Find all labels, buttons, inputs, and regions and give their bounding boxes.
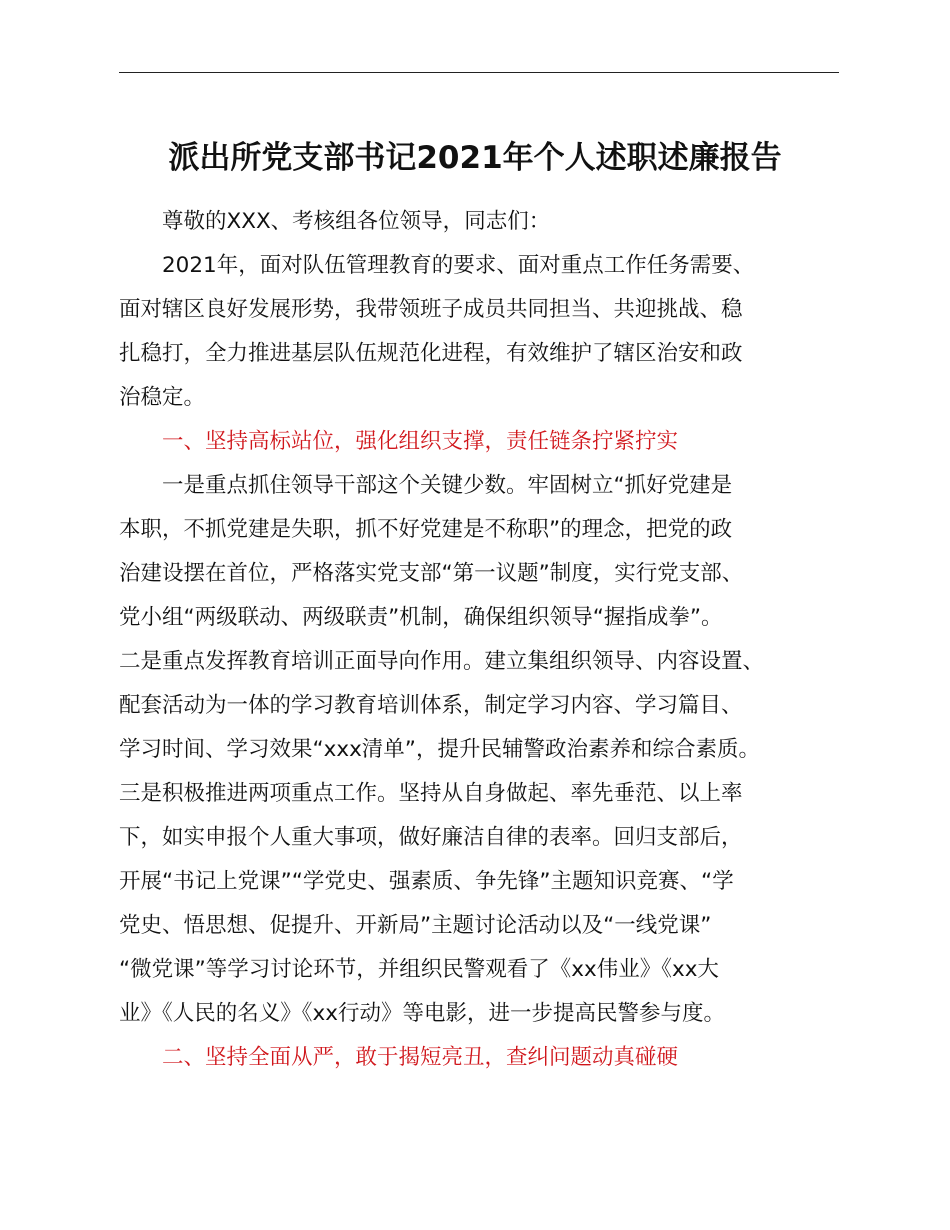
title-prefix: 派出所党支部书记 — [168, 140, 417, 176]
section-1-line: 本职，不抓党建是失职，抓不好党建是不称职”的理念，把党的政 — [119, 517, 733, 542]
document-body — [119, 200, 849, 1080]
section-1-line: 下，如实申报个人重大事项，做好廉洁自律的表率。回归支部后， — [119, 825, 743, 850]
section-heading-1: 一、坚持高标站位，强化组织支撑，责任链条拧紧拧实 — [162, 429, 679, 454]
header-rule — [119, 72, 839, 73]
title-year: 2021 — [416, 140, 503, 176]
intro-line: 面对辖区良好发展形势，我带领班子成员共同担当、共迎挑战、稳 — [119, 297, 743, 322]
title-suffix: 年个人述职述廉报告 — [502, 140, 782, 176]
section-1-line: 配套活动为一体的学习教育培训体系，制定学习内容、学习篇目、 — [119, 693, 743, 718]
section-heading-2: 二、坚持全面从严，敢于揭短亮丑，查纠问题动真碰硬 — [162, 1045, 679, 1070]
intro-line: 2021年，面对队伍管理教育的要求、面对重点工作任务需要、 — [162, 253, 755, 278]
section-1-line: 三是积极推进两项重点工作。坚持从自身做起、率先垂范、以上率 — [119, 781, 743, 806]
section-1-line: 党小组“两级联动、两级联责”机制，确保组织领导“握指成拳”。 — [119, 605, 723, 630]
intro-line: 治稳定。 — [119, 385, 206, 410]
section-1-line: “微党课”等学习讨论环节，并组织民警观看了《xx伟业》《xx大 — [119, 957, 719, 982]
section-1-line: 业》《人民的名义》《xx行动》等电影，进一步提高民警参与度。 — [119, 1001, 725, 1026]
salutation: 尊敬的XXX、考核组各位领导，同志们： — [162, 209, 551, 234]
section-1-line: 二是重点发挥教育培训正面导向作用。建立集组织领导、内容设置、 — [119, 649, 765, 674]
intro-line: 扎稳打，全力推进基层队伍规范化进程，有效维护了辖区治安和政 — [119, 341, 743, 366]
section-1-paragraph — [119, 464, 849, 1036]
section-1-line: 党史、悟思想、促提升、开新局”主题讨论活动以及“一线党课” — [119, 913, 712, 938]
document-title — [0, 132, 950, 184]
section-1-line: 开展“书记上党课”“学党史、强素质、争先锋”主题知识竞赛、“学 — [119, 869, 734, 894]
section-1-line: 一是重点抓住领导干部这个关键少数。牢固树立“抓好党建是 — [162, 473, 733, 498]
section-1-line: 治建设摆在首位，严格落实党支部“第一议题”制度，实行党支部、 — [119, 561, 744, 586]
intro-paragraph — [119, 244, 849, 420]
section-1-line: 学习时间、学习效果“xxx清单”，提升民辅警政治素养和综合素质。 — [119, 737, 760, 762]
